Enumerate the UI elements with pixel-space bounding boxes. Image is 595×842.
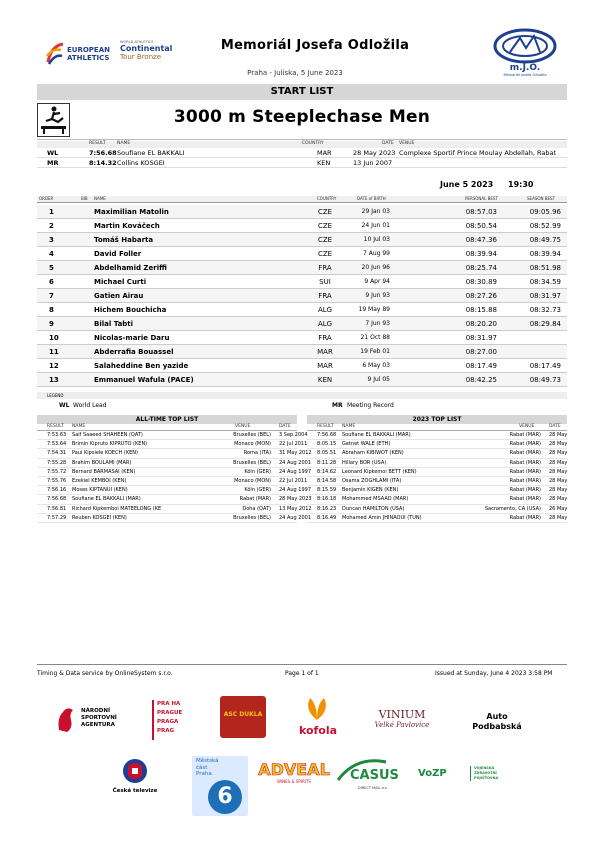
sponsor-nsa [55,702,135,742]
athlete-country: CZE [317,250,333,258]
athlete-order: 8 [49,306,54,314]
top-list-result: 8:05.51 [317,450,337,457]
legend-wl-text: World Lead [73,402,107,409]
top-list-result: 8:14.62 [317,468,337,475]
athlete-pb: 08:47.36 [465,236,497,244]
athlete-pb: 08:31.97 [465,334,497,342]
top-list-venue: Rabat (MAR) [509,432,541,438]
top-list-name: Paul Kipsiele KOECH (KEN) [72,450,138,457]
top-list-venue: Rabat (MAR) [509,450,541,457]
czech-lion-icon [55,704,77,734]
footer-page: Page 1 of 1 [285,670,319,677]
record-result: 8:14.32 [89,159,117,167]
athlete-sb: 08:29.84 [529,320,561,328]
athlete-sb: 08:49.73 [529,376,561,384]
top-list-result: 7:55.76 [47,477,67,484]
athlete-pb: 08:57.03 [465,208,497,216]
top-list-name: Bernard BARMASAI (KEN) [72,468,136,475]
athlete-order: 4 [49,250,54,258]
praha6-line3: Praha [196,771,212,777]
top-list-date: 28 May [549,459,568,466]
top-list-venue: Rabat (MAR) [509,487,541,494]
athlete-sb: 08:34.59 [529,278,561,286]
athlete-row [37,233,567,247]
start-list-heading: START LIST [37,84,567,100]
vozp-text: VoZP [418,768,447,779]
top-list-result: 8:14.58 [317,477,337,484]
col-country: COUNTRY [317,196,337,201]
ct-text: Česká televize [112,788,158,794]
top-list-name: Richard Kipkemboi MATEELONG (KE [72,505,162,512]
athlete-dob: 9 Jul 05 [367,376,390,383]
vozp-subtext: VOJENSKÁ ZDRAVOTNÍ POJIŠŤOVNA [470,766,510,781]
athlete-sb: 08:17.49 [529,362,561,370]
season-col-name: NAME [342,424,356,429]
top-list-result: 7:55.28 [47,459,67,466]
world-athletics-text: WORLD ATHLETICS [120,40,154,44]
records-col-venue: VENUE [399,141,415,146]
sponsor-vinium [362,708,442,744]
top-list-venue: Bruxelles (BEL) [233,514,271,521]
top-list-result: 7:54.31 [47,450,67,457]
athlete-row [37,373,567,387]
top-list-date: 22 Jul 2011 [279,441,308,448]
top-list-result: 7:56.16 [47,487,67,494]
athlete-country: FRA [318,292,332,300]
top-list-venue: Rabat (MAR) [509,468,541,475]
top-list-name: Mohammed MSAAD (MAR) [342,496,409,503]
nsa-line3: AGENTURA [81,722,115,728]
athlete-dob: 19 Feb 01 [360,348,390,355]
athlete-country: FRA [318,334,332,342]
sponsor-casus [336,756,408,796]
athlete-country: SUI [319,278,331,286]
season-col-venue: VENUE [519,424,535,429]
record-date: 28 May 2023 [353,149,396,157]
top-list-venue: Monaco (MON) [234,477,271,484]
top-list-row [37,431,308,440]
season-col-result: RESULT [317,424,334,429]
top-list-result: 8:05.15 [317,441,337,448]
sponsor-vozp [418,766,528,790]
col-dob: DATE of BIRTH [357,196,386,201]
top-list-date: 28 May [549,496,568,503]
meeting-title: Memoriál Josefa Odložila [220,38,410,53]
top-list-row [37,459,312,468]
athlete-dob: 29 Jan 03 [361,208,390,215]
season-title: 2023 TOP LIST [307,415,567,424]
top-list-date: 24 Aug 2001 [279,459,312,466]
record-date: 13 Jun 2007 [353,159,393,167]
top-list-venue: Köln (GER) [244,468,271,475]
season-header [307,424,567,431]
col-order: ORDER [39,196,54,201]
top-list-date: 31 May 2012 [279,450,312,457]
legend-mr-code: MR [332,402,343,409]
record-name: Soufiane EL BAKKALI [117,149,185,157]
top-list-row [307,440,567,449]
top-list-date: 28 May 2023 [279,496,312,503]
sponsor-praha6 [192,756,248,816]
praha-line2: PRAGUE [157,710,183,716]
col-name: NAME [94,196,106,201]
athlete-row [37,331,567,345]
top-list-venue: Rabat (MAR) [509,441,541,448]
top-list-row [37,477,308,486]
athlete-name: Salaheddine Ben yazide [94,362,189,370]
athlete-pb: 08:20.20 [465,320,497,328]
praha-line1: PRA HA [157,701,181,707]
athlete-dob: 20 Jun 96 [361,264,390,271]
athlete-name: Abderrafia Bouassel [94,348,174,356]
continental-tour-logo [120,40,184,72]
top-list-result: 7:56.68 [317,432,337,438]
col-sb: SEASON BEST [527,196,556,201]
athlete-sb: 08:49.75 [529,236,561,244]
event-name: 3000 m Steeplechase Men [173,107,431,127]
vinium-subtext: Velké Pavlovice [374,721,430,729]
athlete-order: 9 [49,320,54,328]
athlete-sb: 08:39.94 [529,250,561,258]
top-list-date: 28 May [549,468,568,475]
top-list-row [307,431,567,440]
athlete-pb: 08:17.49 [465,362,497,370]
top-list-venue: Rabat (MAR) [509,514,541,521]
nsa-line2: SPORTOVNÍ [81,715,117,721]
top-list-name: Duncan HAMILTON (USA) [342,505,405,512]
sponsor-adveal [254,760,334,790]
top-list-result: 7:55.72 [47,468,67,475]
top-list-name: Moses KIPTANUI (KEN) [72,487,128,494]
athlete-pb: 08:25.74 [465,264,497,272]
alltime-col-venue: VENUE [235,424,251,429]
athlete-row [37,219,567,233]
top-list-date: 22 Jul 2011 [279,477,308,484]
top-list-name: Getnet WALE (ETH) [342,441,391,448]
top-list-row [37,449,312,458]
legend-mr-text: Meeting Record [347,402,394,409]
top-list-row [37,440,308,449]
praha6-line1: Městská [196,758,219,764]
athlete-country: MAR [317,348,333,356]
athlete-pb: 08:30.89 [465,278,497,286]
top-list-result: 7:57.29 [47,514,67,521]
sponsor-kofola [292,694,344,746]
nsa-line1: NÁRODNÍ [81,708,110,714]
sponsor-praha [152,700,208,740]
athlete-order: 7 [49,292,54,300]
auto-text: Auto [486,712,508,721]
top-list-name: Benjamin KIGEN (KEN) [342,487,399,494]
athlete-pb: 08:50.54 [465,222,497,230]
athlete-country: ALG [317,306,333,314]
sponsor-auto-podbabska [462,712,532,736]
event-time: 19:30 [508,180,534,189]
continental-text: Continental [120,44,173,53]
athlete-dob: 6 May 03 [362,362,390,369]
praha-line3: PRAGA [157,719,179,725]
top-list-venue: Rabat (MAR) [509,477,541,484]
top-list-name: Soufiane EL BAKKALI (MAR) [72,496,141,503]
top-list-row [37,514,312,523]
footer-issued: Issued at Sunday, June 4 2023 3:58 PM [435,670,553,677]
athlete-sb: 08:32.73 [529,306,561,314]
top-list-name: Brahim BOULAMI (MAR) [72,459,132,466]
top-list-name: Abraham KIBIWOT (KEN) [342,450,404,457]
top-list-row [307,477,567,486]
alltime-col-date: DATE [279,424,291,429]
top-list-result: 8:16.23 [317,505,337,512]
athlete-order: 2 [49,222,54,230]
sponsor-dukla [220,696,266,738]
top-list-result: 8:16.49 [317,514,337,521]
athlete-dob: 7 Jun 93 [365,320,390,327]
athlete-dob: 19 May 89 [358,306,390,313]
records-col-date: DATE [382,141,394,146]
athlete-pb: 08:15.88 [465,306,497,314]
col-pb: PERSONAL BEST [465,196,498,201]
alltime-top-list [37,415,312,523]
athlete-dob: 10 Jul 03 [363,236,390,243]
top-list-name: Saif Saaeed SHAHEEN (QAT) [72,432,143,438]
mjo-text: m.J.O. [509,63,541,73]
praha-line4: PRAG [157,728,175,734]
startlist-header [37,196,567,203]
top-list-date: 28 May [549,487,568,494]
top-list-name: Brimin Kipruto KIPRUTO (KEN) [72,441,148,448]
top-list-date: 24 Aug 2001 [279,514,312,521]
athlete-dob: 9 Jun 93 [365,292,390,299]
top-list-venue: Rabat (MAR) [509,459,541,466]
col-bib: BIB [81,196,88,201]
adveal-subtext: WINES & SPIRITS [277,779,311,784]
season-top-list [307,415,567,523]
top-list-venue: Bruxelles (BEL) [233,459,271,466]
athlete-row [37,205,567,219]
record-type: MR [47,159,59,167]
top-list-date: 28 May [549,514,568,521]
top-list-row [307,459,567,468]
athlete-dob: 21 Oct 88 [360,334,390,341]
event-header [37,103,567,140]
top-list-result: 7:53.64 [47,441,67,448]
top-list-date: 24 Aug 1997 [279,468,312,475]
event-date: June 5 2023 [440,180,494,189]
top-list-result: 7:53.63 [47,432,67,438]
top-list-venue: Doha (QAT) [242,505,271,512]
top-list-result: 7:56.68 [47,496,67,503]
sponsor-ct [103,758,167,798]
top-list-result: 8:16.18 [317,496,337,503]
alltime-header [37,424,297,431]
records-col-result: RESULT [89,141,106,146]
athlete-sb: 08:51.98 [529,264,561,272]
top-list-name: Reuben KOSGEI (KEN) [72,514,127,521]
european-athletics-logo [45,40,117,70]
dukla-text: ASC DUKLA [223,711,263,718]
top-list-result: 8:15.59 [317,487,337,494]
athlete-dob: 24 Jun 01 [361,222,390,229]
top-list-row [307,486,567,495]
record-row-wl [37,148,567,158]
alltime-title: ALL-TIME TOP LIST [37,415,297,424]
top-list-name: Osama ZOGHLAMI (ITA) [342,477,402,484]
top-list-venue: Rabat (MAR) [509,496,541,503]
top-list-name: Ezekiel KEMBOI (KEN) [72,477,127,484]
athlete-pb: 08:27.26 [465,292,497,300]
athlete-row [37,261,567,275]
mjo-logo [490,28,560,80]
athlete-name: David Foller [94,250,142,258]
athletes-list [37,205,567,387]
records-header [37,141,567,148]
athlete-name: Tomáš Habarta [94,236,154,244]
athlete-order: 1 [49,208,54,216]
adveal-text: ADVEAL [258,760,330,779]
record-result: 7:56.68 [89,149,117,157]
athlete-order: 6 [49,278,54,286]
top-list-result: 7:56.81 [47,505,67,512]
athlete-order: 10 [49,334,59,342]
top-list-date: 28 May [549,450,568,457]
athlete-country: FRA [318,264,332,272]
athlete-pb: 08:39.94 [465,250,497,258]
praha6-line2: část [196,764,208,771]
athlete-order: 11 [49,348,59,356]
top-list-name: Leonard Kipkemoi BETT (KEN) [342,468,417,475]
athlete-name: Nicolas-marie Daru [94,334,170,342]
footer-divider [37,664,567,665]
athlete-row [37,289,567,303]
top-list-name: Hillary BOR (USA) [342,459,387,466]
kofola-leaf-icon [302,694,332,722]
legend [37,400,567,411]
ct-logo-icon [122,758,148,784]
casus-text: CASUS [350,768,399,783]
top-list-venue: Sacramento, CA (USA) [484,505,541,512]
athlete-country: MAR [317,362,333,370]
top-list-date: 24 Aug 1997 [279,487,312,494]
record-row-mr [37,158,567,168]
record-country: MAR [317,149,332,157]
athlete-pb: 08:42.25 [465,376,497,384]
athlete-name: Gatien Airau [94,292,144,300]
meeting-subtitle: Praha - Juliska, 5 June 2023 [247,69,343,77]
athlete-country: CZE [317,208,333,216]
athlete-row [37,359,567,373]
athlete-country: ALG [317,320,333,328]
top-list-name: Soufiane EL BAKKALI (MAR) [342,432,411,438]
top-list-name: Mohamed Amin JHINAOUI (TUN) [342,514,422,521]
athlete-name: Abdelhamid Zeriffi [94,264,167,272]
top-list-venue: Bruxelles (BEL) [233,432,271,438]
kofola-text: kofola [298,724,338,737]
athlete-name: Martin Kováčech [94,222,160,230]
top-list-date: 26 May [549,505,568,512]
top-list-row [307,468,567,477]
top-list-row [37,495,312,504]
athlete-name: Bilal Tabti [94,320,134,328]
alltime-col-name: NAME [72,424,86,429]
record-type: WL [47,149,59,157]
records-col-country: COUNTRY [302,141,324,146]
records-col-name: NAME [117,141,131,146]
top-list-venue: Köln (GER) [244,487,271,494]
top-list-date: 28 May [549,432,568,438]
podbabska-text: Podbabská [472,722,522,731]
athlete-country: CZE [317,236,333,244]
athlete-dob: 7 Aug 99 [363,250,390,257]
athlete-order: 5 [49,264,54,272]
event-date-time [440,180,533,189]
legend-wl-code: WL [59,402,70,409]
top-list-row [37,486,312,495]
top-list-row [37,468,312,477]
mjo-subtext: Memoriál Josefa Odložila [503,73,547,77]
season-col-date: DATE [549,424,561,429]
top-list-venue: Monaco (MON) [234,441,271,448]
athlete-row [37,345,567,359]
top-list-date: 13 May 2012 [279,505,312,512]
athlete-name: Hichem Bouchicha [94,306,167,314]
athlete-row [37,247,567,261]
top-list-date: 28 May [549,477,568,484]
top-list-venue: Rabat (MAR) [239,496,271,503]
casus-subtext: DIRECT MAIL a.s. [358,786,388,790]
athlete-country: KEN [317,376,333,384]
top-list-row [307,505,567,514]
athlete-name: Emmanuel Wafula (PACE) [94,376,194,384]
athlete-name: Maximilian Matolin [94,208,169,216]
footer-timing: Timing & Data service by OnlineSystem s.r.o. [37,670,173,677]
record-venue: Complexe Sportif Prince Moulay Abdellah, Rabat [399,149,556,157]
top-list-date: 28 May [549,441,568,448]
athlete-country: CZE [317,222,333,230]
athlete-order: 3 [49,236,54,244]
athlete-sb: 08:31.97 [529,292,561,300]
top-list-row [37,505,312,514]
athlete-pb: 08:27.00 [465,348,497,356]
athlete-row [37,275,567,289]
record-country: KEN [317,159,331,167]
athlete-sb: 09:05.96 [529,208,561,216]
record-name: Collins KOSGEI [117,159,165,167]
athlete-order: 13 [49,376,59,384]
top-list-row [307,449,567,458]
alltime-col-result: RESULT [47,424,64,429]
athlete-name: Michael Curti [94,278,147,286]
athlete-row [37,317,567,331]
top-list-venue: Roma (ITA) [243,450,271,457]
vinium-text: VINIUM [378,708,426,721]
athlete-order: 12 [49,362,59,370]
records-table [37,141,567,168]
european-athletics-icon [45,42,65,66]
athlete-sb: 08:52.99 [529,222,561,230]
mjo-emblem-icon [490,28,560,64]
tour-bronze-text: Tour Bronze [120,53,162,61]
legend-heading: LEGEND [37,392,567,399]
european-athletics-text: EUROPEAN ATHLETICS [67,46,110,62]
athlete-row [37,303,567,317]
athlete-dob: 9 Apr 94 [364,278,390,285]
top-list-row [307,495,567,504]
top-list-result: 8:11.28 [317,459,337,466]
top-list-date: 3 Sep 2004 [279,432,308,438]
top-list-row [307,514,567,523]
praha6-number: 6 [208,780,242,814]
